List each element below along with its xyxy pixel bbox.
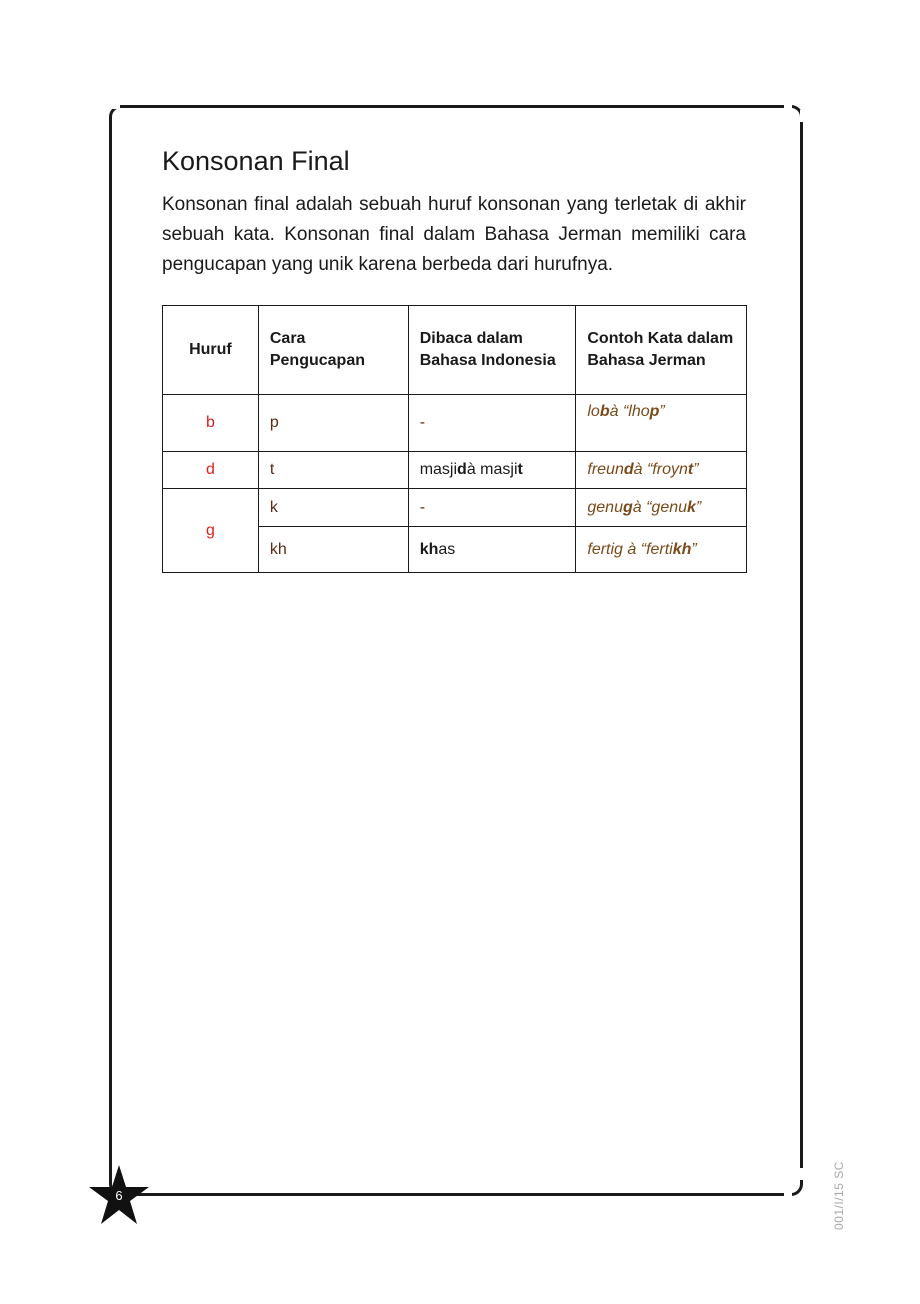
example-cell: genugà “genuk” [576,489,747,527]
table-row [163,489,747,527]
header-huruf: Huruf [163,306,259,395]
pron-cell: kh [258,527,408,573]
letter-cell: d [163,452,259,489]
header-contoh-kata: Contoh Kata dalam Bahasa Jerman [576,306,747,395]
example-cell: freundà “froynt” [576,452,747,489]
example-cell: lobà “lhop” [576,395,747,452]
header-cara-pengucapan: Cara Pengucapan [258,306,408,395]
header-dibaca: Dibaca dalam Bahasa Indonesia [408,306,576,395]
section-title: Konsonan Final [162,146,350,176]
pron-cell: k [258,489,408,527]
indo-cell: khas [408,527,576,573]
document-code: 001/I/15 SC [832,1161,846,1230]
pron-cell: t [258,452,408,489]
indo-cell: - [408,489,576,527]
intro-paragraph: Konsonan final adalah sebuah huruf konsonan yang terletak di akhir sebuah kata. Konsonan final dalam Bahasa Jerman memiliki cara pengucapan yang unik karena berbeda dari hurufnya. [162,194,746,275]
letter-cell: b [163,395,259,452]
table-row [163,452,747,489]
letter-cell: g [163,489,259,573]
table-header-row [163,306,747,395]
example-cell: fertig à “fertikh” [576,527,747,573]
pron-cell: p [258,395,408,452]
indo-cell: masjidà masjit [408,452,576,489]
indo-cell: - [408,395,576,452]
table-row [163,395,747,452]
page-number: 6 [115,1188,123,1203]
consonant-table [162,305,747,573]
